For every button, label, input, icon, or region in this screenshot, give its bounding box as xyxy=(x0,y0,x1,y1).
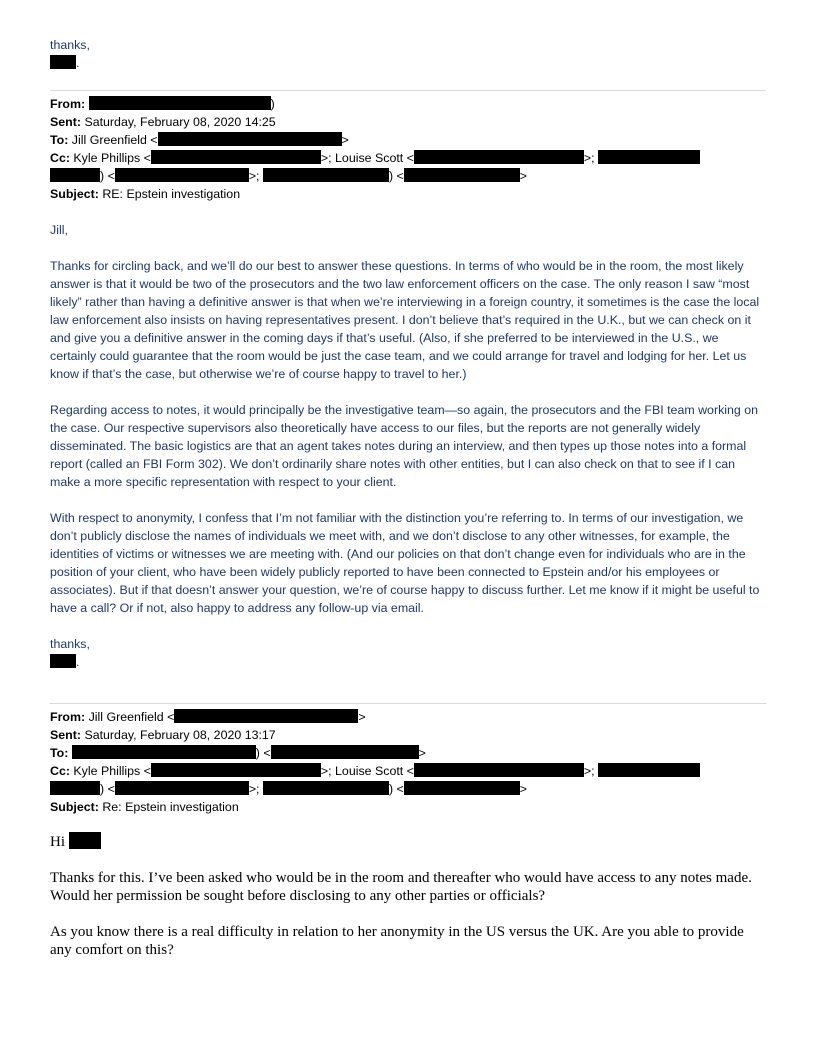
redaction xyxy=(271,745,419,759)
redaction xyxy=(151,150,321,164)
redaction xyxy=(50,168,100,182)
sent-line: Sent: Saturday, February 08, 2020 14:25 xyxy=(50,115,276,129)
email-header xyxy=(50,95,766,203)
body-paragraph: Regarding access to notes, it would principally be the investigative team—so again, the prosecutors and the FBI team working on the case. Our respective supervisors also theoretically have access to our files, but the reports are not generally widely disseminated. The basic logistics are that an agent takes notes during an interview, and then types up those notes into a formal report (called an FBI Form 302). We don’t ordinarily share notes with other entities, but I can also check on that to see if I can make a more specific representation with respect to your client. xyxy=(50,403,759,489)
closing-text: thanks, xyxy=(50,38,90,52)
cc-line-continued: ) < >; ) < > xyxy=(50,780,766,798)
redaction xyxy=(72,745,256,759)
from-line: From: Jill Greenfield < > xyxy=(50,710,366,724)
greeting: Jill, xyxy=(50,223,68,237)
redaction xyxy=(151,763,321,777)
redaction xyxy=(158,132,342,146)
redaction xyxy=(50,654,76,668)
closing-text: thanks, xyxy=(50,637,90,651)
email-thread xyxy=(50,36,766,959)
redaction xyxy=(598,763,700,777)
subject-line: Subject: RE: Epstein investigation xyxy=(50,187,241,201)
redaction xyxy=(50,55,76,69)
redaction xyxy=(174,709,358,723)
redaction xyxy=(404,168,520,182)
email-body xyxy=(50,221,766,671)
cc-line: Cc: Kyle Phillips < >; Louise Scott < >; xyxy=(50,762,766,780)
redaction xyxy=(115,781,249,795)
body-paragraph: As you know there is a real difficulty in relation to her anonymity in the US versus the UK. Are you able to provide any comfort on this? xyxy=(50,924,744,958)
from-line: From: ) xyxy=(50,97,275,111)
redaction xyxy=(414,150,584,164)
signature: . xyxy=(50,54,766,72)
cc-line-continued: ) < >; ) < > xyxy=(50,167,766,185)
greeting: Hi xyxy=(50,832,766,851)
email-body xyxy=(50,832,766,959)
redaction xyxy=(69,832,101,849)
sent-line: Sent: Saturday, February 08, 2020 13:17 xyxy=(50,728,276,742)
redaction xyxy=(263,781,389,795)
body-paragraph: Thanks for this. I’ve been asked who would be in the room and thereafter who would have access to any notes made. Would her permission be sought before disclosing to any other parties or officials? xyxy=(50,870,752,904)
to-line: To: ) < > xyxy=(50,746,426,760)
redaction xyxy=(414,763,584,777)
redaction xyxy=(50,781,100,795)
redaction xyxy=(89,96,271,110)
cc-line: Cc: Kyle Phillips < >; Louise Scott < >; xyxy=(50,149,766,167)
to-line: To: Jill Greenfield < > xyxy=(50,133,349,147)
redaction xyxy=(115,168,249,182)
redaction xyxy=(263,168,389,182)
redaction xyxy=(404,781,520,795)
email-header xyxy=(50,708,766,816)
body-paragraph: With respect to anonymity, I confess that I’m not familiar with the distinction you’re referring to. In terms of our investigation, we don’t publicly disclose the names of individuals we meet with, and we don’t disclose to any other witnesses, for example, the identities of victims or witnesses we are meeting with. (And our policies on that don’t change even for individuals who are in the position of your client, who have been widely publicly reported to have been connected to Epstein and/or his employees or associates). But if that doesn’t answer your question, we’re of course happy to discuss further. Let me know if it might be useful to have a call? Or if not, also happy to address any follow-up via email. xyxy=(50,511,760,615)
body-paragraph: Thanks for circling back, and we’ll do our best to answer these questions. In terms of who would be in the room, the most likely answer is that it would be two of the prosecutors and the two law enforcement officers on the case. The only reason I saw “most likely” rather than having a definitive answer is that when we’re interviewing in a foreign country, it sometimes is the case the local law enforcement also insists on having representatives present. I don’t believe that’s required in the U.K., but we can check on it and give you a definitive answer in the coming days if that’s useful. (Also, if she preferred to be interviewed in the U.S., we certainly could guarantee that the room would be just the case team, and we could arrange for travel and lodging for her. Let us know if that’s the case, but otherwise we’re of course happy to travel to her.) xyxy=(50,259,760,381)
redaction xyxy=(598,150,700,164)
signature: . xyxy=(50,653,766,671)
subject-line: Subject: Re: Epstein investigation xyxy=(50,800,239,814)
